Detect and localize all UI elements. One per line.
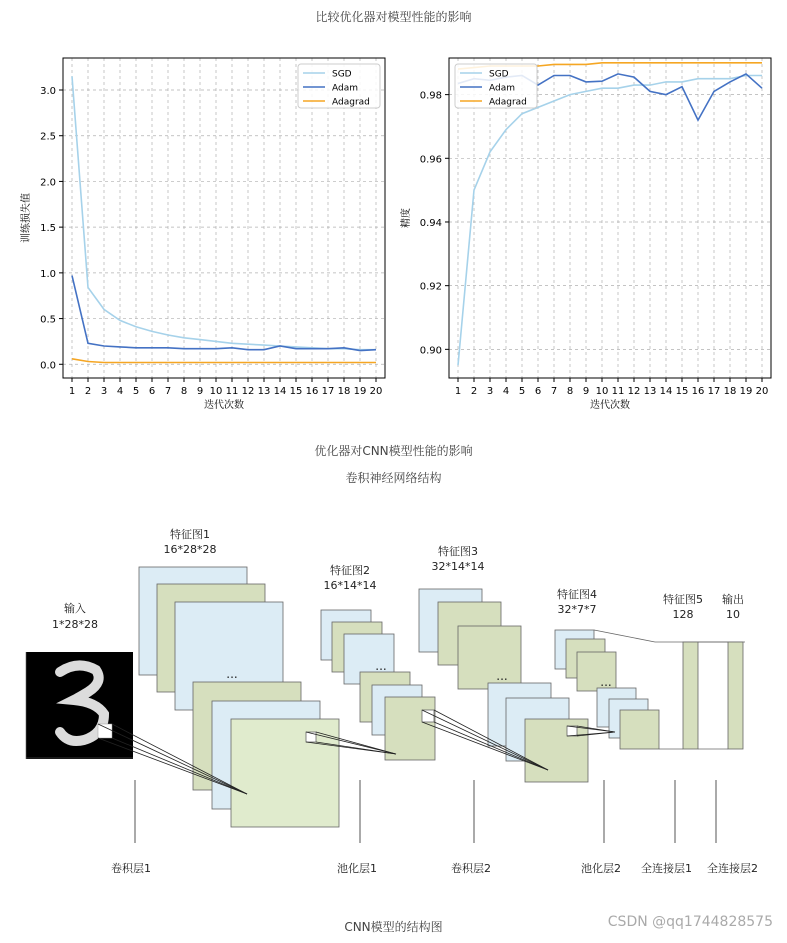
feature-map2-size: 16*14*14	[323, 579, 377, 592]
output-title: 输出	[722, 593, 744, 606]
loss-legend-label: Adagrad	[332, 97, 370, 108]
loss-xtick-label: 11	[225, 386, 239, 397]
ellipsis-1: ...	[226, 667, 238, 681]
acc-xtick-label: 1	[454, 386, 462, 397]
loss-xtick-label: 15	[289, 386, 303, 397]
input-size: 1*28*28	[52, 618, 98, 631]
acc-xtick-label: 14	[659, 386, 673, 397]
output-size: 10	[726, 608, 740, 621]
acc-ytick-label: 0.94	[419, 217, 442, 229]
loss-xtick-label: 2	[84, 386, 92, 397]
acc-xtick-label: 18	[723, 386, 737, 397]
loss-ytick-label: 2.5	[40, 131, 56, 143]
loss-xtick-label: 5	[132, 386, 140, 397]
loss-xtick-label: 4	[116, 386, 124, 397]
layer-conv2: 卷积层2	[451, 862, 491, 875]
loss-ytick-label: 3.0	[40, 86, 56, 97]
acc-xtick-label: 17	[707, 386, 721, 397]
watermark: CSDN @qq1744828575	[607, 914, 773, 930]
acc-ytick-label: 0.92	[419, 281, 442, 293]
acc-xtick-label: 7	[550, 386, 558, 397]
loss-xtick-label: 7	[164, 386, 172, 397]
acc-xlabel: 迭代次数	[590, 400, 630, 411]
acc-xtick-label: 9	[582, 386, 590, 397]
diagram-title: 卷积神经网络结构	[345, 471, 442, 485]
loss-xtick-label: 1	[68, 386, 76, 397]
acc-xtick-label: 13	[643, 386, 657, 397]
acc-xtick-label: 4	[502, 386, 510, 397]
loss-xtick-label: 8	[180, 386, 188, 397]
loss-legend-label: SGD	[332, 69, 352, 80]
loss-xtick-label: 14	[273, 386, 287, 397]
acc-xtick-label: 8	[566, 386, 574, 397]
cnn-diagram	[0, 500, 787, 900]
acc-xtick-label: 12	[627, 386, 641, 397]
top-caption: 比较优化器对模型性能的影响	[315, 10, 472, 24]
loss-series-adagrad	[72, 359, 376, 363]
charts-caption: 优化器对CNN模型性能的影响	[314, 444, 473, 458]
feature-map1-stack	[139, 567, 339, 827]
feature-map5-title: 特征图5	[663, 593, 703, 606]
acc-ytick-label: 0.98	[419, 90, 442, 102]
loss-xtick-label: 10	[209, 386, 223, 397]
acc-xtick-label: 5	[518, 386, 526, 397]
loss-ytick-label: 1.0	[40, 268, 56, 280]
loss-ytick-label: 1.5	[40, 223, 56, 235]
acc-xtick-label: 19	[739, 386, 753, 397]
layer-fc1: 全连接层1	[641, 862, 692, 875]
input-title: 输入	[64, 602, 86, 615]
acc-legend-label: Adam	[489, 83, 515, 94]
acc-xtick-label: 10	[595, 386, 609, 397]
acc-xtick-label: 2	[470, 386, 478, 397]
loss-xtick-label: 3	[100, 386, 108, 397]
input-image	[26, 652, 133, 759]
optimizer-charts	[0, 36, 787, 416]
acc-legend-label: Adagrad	[489, 97, 527, 108]
loss-xtick-label: 16	[305, 386, 319, 397]
acc-ytick-label: 0.90	[419, 345, 442, 357]
loss-xtick-label: 13	[257, 386, 271, 397]
acc-xtick-label: 16	[691, 386, 705, 397]
loss-ytick-label: 0.0	[40, 360, 56, 372]
acc-xtick-label: 11	[611, 386, 625, 397]
ellipsis-3: ...	[496, 669, 508, 683]
loss-xtick-label: 19	[353, 386, 367, 397]
layer-pool1: 池化层1	[337, 862, 377, 875]
acc-ylabel: 精度	[401, 208, 412, 228]
loss-xlabel: 迭代次数	[204, 400, 244, 411]
ellipsis-2: ...	[375, 659, 387, 673]
acc-series-sgd	[458, 76, 762, 366]
loss-legend-label: Adam	[332, 83, 358, 94]
loss-xtick-label: 6	[148, 386, 156, 397]
ellipsis-4: ...	[600, 675, 612, 689]
accuracy-chart	[399, 58, 771, 411]
feature-map5-size: 128	[672, 608, 694, 621]
layer-conv1: 卷积层1	[111, 862, 151, 875]
acc-legend-label: SGD	[489, 69, 509, 80]
acc-xtick-label: 20	[755, 386, 769, 397]
loss-xtick-label: 18	[337, 386, 351, 397]
acc-xtick-label: 15	[675, 386, 689, 397]
feature-map4-size: 32*7*7	[557, 603, 597, 616]
layer-pool2: 池化层2	[581, 862, 621, 875]
feature-map1-size: 16*28*28	[163, 543, 217, 556]
loss-chart	[19, 58, 385, 411]
acc-ytick-label: 0.96	[419, 154, 442, 166]
loss-series-adam	[72, 276, 376, 351]
feature-map3-size: 32*14*14	[431, 560, 485, 573]
feature-map3-title: 特征图3	[438, 545, 478, 558]
loss-xtick-label: 17	[321, 386, 335, 397]
acc-xtick-label: 3	[486, 386, 494, 397]
loss-ylabel: 训练损失值	[21, 193, 32, 243]
loss-ytick-label: 0.5	[40, 314, 56, 326]
layer-fc2: 全连接层2	[707, 862, 758, 875]
diagram-caption: CNN模型的结构图	[344, 920, 443, 934]
loss-ytick-label: 2.0	[40, 177, 56, 189]
loss-xtick-label: 9	[196, 386, 204, 397]
feature-map1-title: 特征图1	[170, 528, 210, 541]
feature-map2-title: 特征图2	[330, 564, 370, 577]
loss-xtick-label: 12	[241, 386, 255, 397]
acc-xtick-label: 6	[534, 386, 542, 397]
loss-series-sgd	[72, 76, 376, 349]
feature-map4-title: 特征图4	[557, 588, 597, 601]
loss-xtick-label: 20	[369, 386, 383, 397]
